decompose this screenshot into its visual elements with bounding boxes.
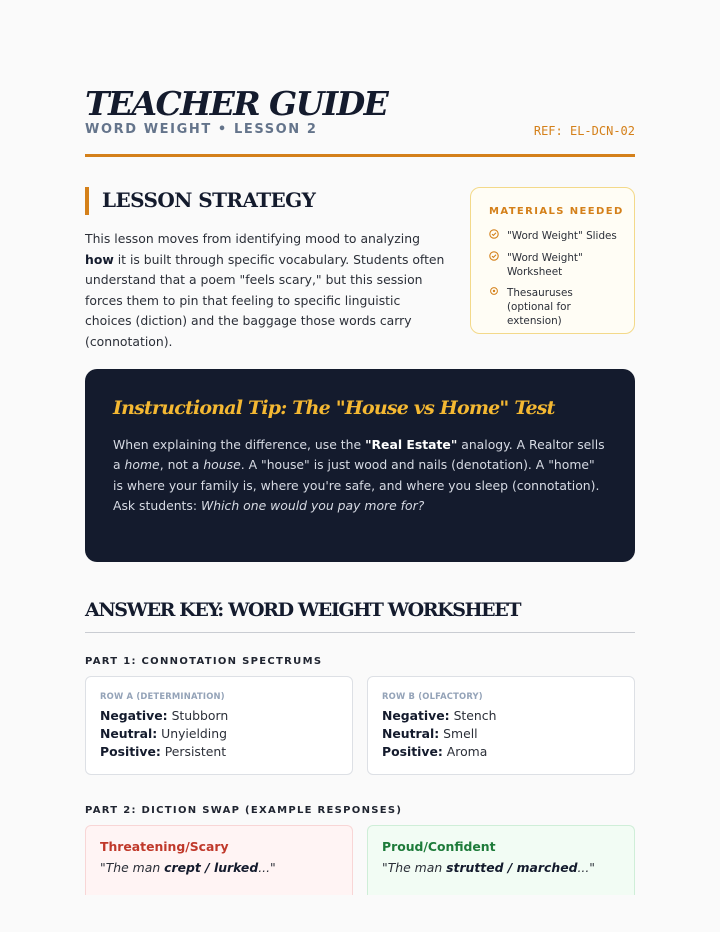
diction-card-title: Proud/Confident [382,839,496,854]
materials-needed-box [470,187,635,334]
part-1-label: PART 1: CONNOTATION SPECTRUMS [85,656,323,667]
material-item-label: Thesauruses (optional for extension) [507,287,573,327]
positive-line: Positive: Persistent [100,744,227,759]
material-item [489,229,622,244]
row-label: ROW B (OLFACTORY) [382,691,483,701]
section-accent-bar [85,187,89,215]
answer-key-heading: ANSWER KEY: WORD WEIGHT WORKSHEET [85,599,521,621]
diction-card-quote: "The man crept / lurked..." [100,860,276,875]
lesson-strategy-text: This lesson moves from identifying mood to analyzing how it is built through specific vocabulary. Students often understand that a poem "feels scary," but this session forces them to pin that feeling to specific linguistic choices (diction) and the baggage those words carry (connotation). [85,231,445,349]
tip-title: Instructional Tip: The "House vs Home" Test [113,397,555,419]
answer-key-divider [85,632,635,633]
check-circle-icon [489,229,503,244]
material-item [489,286,622,328]
material-item [489,251,622,279]
lesson-strategy-heading: LESSON STRATEGY [102,188,316,212]
positive-line: Positive: Aroma [382,744,488,759]
diction-card-quote: "The man strutted / marched..." [382,860,595,875]
row-b-card [367,676,635,775]
tip-text: When explaining the difference, use the "Real Estate" analogy. A Realtor sells a home, not a house. A "house" is just wood and nails (denotation). A "home" is where your family is, where you're safe, and where you sleep (connotation). Ask students: Which one would you pay more for? [113,437,605,513]
negative-line: Negative: Stubborn [100,708,229,723]
check-circle-icon [489,251,503,266]
page-title: TEACHER GUIDE [85,84,388,123]
instructional-tip-box [85,369,635,562]
materials-title: MATERIALS NEEDED [489,206,624,217]
row-a-card [85,676,353,775]
material-item-label: "Word Weight" Worksheet [507,252,583,278]
circle-dot-icon [489,286,503,301]
reference-code: REF: EL-DCN-02 [533,124,635,138]
neutral-line: Neutral: Unyielding [100,726,227,741]
row-label: ROW A (DETERMINATION) [100,691,225,701]
diction-card-threatening [85,825,353,895]
part-2-label: PART 2: DICTION SWAP (EXAMPLE RESPONSES) [85,805,403,816]
material-item-label: "Word Weight" Slides [507,230,617,242]
diction-card-proud [367,825,635,895]
title-divider [85,154,635,157]
page-subtitle: WORD WEIGHT • LESSON 2 [85,122,318,137]
neutral-line: Neutral: Smell [382,726,478,741]
diction-card-title: Threatening/Scary [100,839,229,854]
negative-line: Negative: Stench [382,708,497,723]
